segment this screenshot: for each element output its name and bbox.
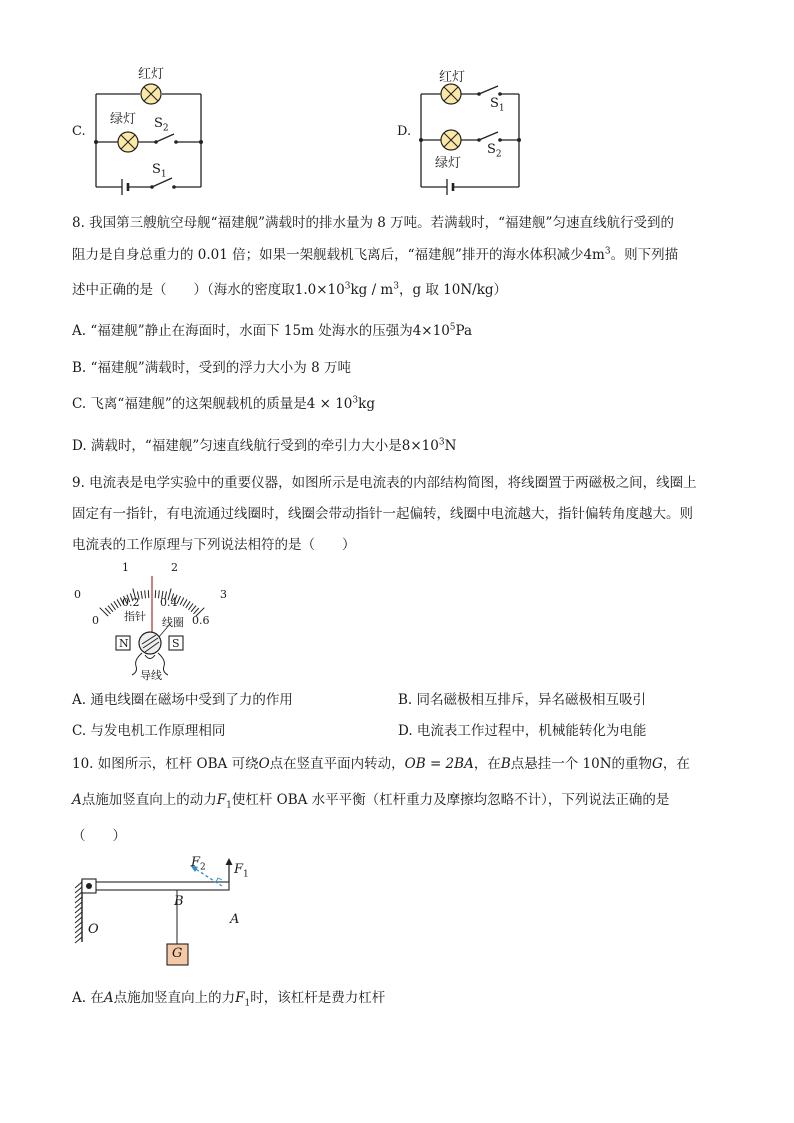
q10-option-a[interactable]: A. 在A点施加竖直向上的力$F_1$时，该杠杆是费力杠杆 — [72, 990, 386, 1009]
wall-hatch-line — [75, 892, 82, 898]
green-lamp-icon — [441, 130, 461, 150]
wall-hatch-line — [75, 887, 82, 893]
scale-tick — [111, 603, 116, 609]
scale-tick — [145, 590, 146, 598]
scale-inner-0: 0 — [92, 614, 99, 627]
circuit-figure-d — [395, 60, 535, 195]
scale-inner-0-2: 0.2 — [122, 596, 140, 609]
green-lamp-label: 绿灯 — [110, 112, 137, 127]
q9-line-3: 电流表的工作原理与下列说法相符的是（ ） — [72, 537, 356, 553]
point-o-label: O — [88, 922, 99, 937]
switch-s2-label: $S_2$ — [154, 116, 169, 134]
green-lamp-icon — [118, 132, 138, 152]
scale-inner-0-6: 0.6 — [192, 614, 210, 627]
scale-tick — [177, 596, 180, 603]
wall-hatch-line — [75, 922, 82, 928]
point-a-label: A — [230, 912, 240, 927]
q10-line-3: （ ） — [72, 828, 126, 844]
red-lamp-icon — [441, 84, 461, 104]
scale-tick — [117, 599, 121, 606]
magnet-s-label: S — [172, 637, 180, 650]
q8-option-d[interactable]: D. 满载时，“福建舰”匀速直线航行受到的牵引力大小是$8\times 10^3N$ — [72, 437, 457, 454]
wall-hatch-line — [75, 917, 82, 923]
coil-icon — [139, 632, 161, 654]
q8-option-c[interactable]: C. 飞离“福建舰”的这架舰载机的质量是$4 \times 10^3kg$ — [72, 395, 375, 412]
q10-line-2: A点施加竖直向上的动力$F_1$使杠杆 OBA 水平平衡（杠杆重力及摩擦均忽略不计），下列说法正确的是 — [72, 792, 670, 811]
scale-inner-0-4: 0.4 — [160, 596, 178, 609]
pivot-icon — [86, 883, 92, 889]
wall-hatch-line — [75, 937, 82, 943]
red-lamp-label: 红灯 — [439, 70, 466, 85]
wall-hatch-line — [75, 932, 82, 938]
wall-hatch-line — [75, 907, 82, 913]
lever-bar — [87, 882, 229, 890]
q8-line-1: 8. 我国第三艘航空母舰“福建舰”满载时的排水量为 8 万吨。若满载时，“福建舰”匀速直线航行受到的 — [72, 215, 674, 231]
green-lamp-label: 绿灯 — [435, 156, 462, 171]
lever-diagram — [70, 852, 260, 970]
option-c-label: C. — [72, 124, 86, 139]
coil-label: 线圈 — [162, 616, 184, 629]
q8-option-b[interactable]: B. “福建舰”满载时，受到的浮力大小为 8 万吨 — [72, 360, 351, 376]
f1-label: $F_1$ — [234, 862, 249, 880]
scale-tick — [180, 598, 184, 605]
q9-option-d[interactable]: D. 电流表工作过程中，机械能转化为电能 — [398, 723, 647, 739]
magnet-n-label: N — [119, 637, 129, 650]
f2-label: $F_2$ — [191, 855, 206, 873]
scale-label-3: 3 — [220, 588, 227, 601]
option-d-label: D. — [397, 124, 412, 139]
q9-line-2: 固定有一指针，有电流通过线圈时，线圈会带动指针一起偏转，线圈中电流越大，指针偏转角度越大。则 — [72, 506, 693, 522]
q9-option-b[interactable]: B. 同名磁极相互排斥，异名磁极相互吸引 — [398, 692, 647, 708]
q8-line-2: 阻力是自身总重力的 0.01 倍；如果一架舰载机飞离后，“福建舰”排开的海水体积减少$4m^3$。则下列描 — [72, 246, 679, 263]
q9-option-a[interactable]: A. 通电线圈在磁场中受到了力的作用 — [72, 692, 293, 708]
wall-hatch-line — [75, 912, 82, 918]
red-lamp-icon — [141, 84, 161, 104]
scale-label-1: 1 — [122, 561, 129, 574]
lever-figure — [70, 852, 260, 970]
scale-label-2: 2 — [171, 561, 178, 574]
wire-label: 导线 — [140, 669, 162, 682]
scale-tick — [105, 608, 110, 614]
q9-option-c[interactable]: C. 与发电机工作原理相同 — [72, 723, 226, 739]
weight-g-label: G — [172, 946, 183, 961]
scale-tick — [186, 601, 190, 608]
red-lamp-label: 红灯 — [138, 67, 165, 82]
switch-s1-label: $S_1$ — [152, 162, 167, 180]
scale-tick — [191, 606, 196, 612]
scale-tick — [188, 603, 193, 609]
scale-label-0: 0 — [74, 588, 81, 601]
switch-s2-label: $S_2$ — [487, 142, 502, 160]
scale-tick — [114, 601, 118, 608]
ammeter-figure — [70, 560, 240, 685]
scale-tick — [108, 606, 113, 612]
point-b-label: B — [174, 894, 184, 909]
scale-tick — [183, 599, 187, 606]
pointer-label: 指针 — [124, 610, 146, 623]
wall-hatch-line — [75, 882, 82, 888]
switch-s1-label: $S_1$ — [490, 96, 505, 114]
q8-line-3: 述中正确的是（ ）（海水的密度取$1.0\times 10^3kg / m^3$，g 取 10N/kg） — [72, 281, 508, 298]
scale-tick — [141, 591, 142, 599]
q8-option-a[interactable]: A. “福建舰”静止在海面时，水面下 15m 处海水的压强为$4\times 10^5Pa$ — [72, 322, 473, 339]
q10-line-1: 10. 如图所示，杠杆 OBA 可绕O点在竖直平面内转动，OB = 2BA，在B点悬挂一个 10N的重物G，在 — [72, 756, 690, 772]
q9-line-1: 9. 电流表是电学实验中的重要仪器，如图所示是电流表的内部结构简图，将线圈置于两磁极之间，线圈上 — [72, 475, 697, 491]
wall-hatch-line — [75, 902, 82, 908]
wall-hatch-line — [75, 897, 82, 903]
wall-hatch-line — [75, 927, 82, 933]
circuit-figure-c — [70, 60, 220, 195]
scale-tick — [100, 608, 108, 616]
